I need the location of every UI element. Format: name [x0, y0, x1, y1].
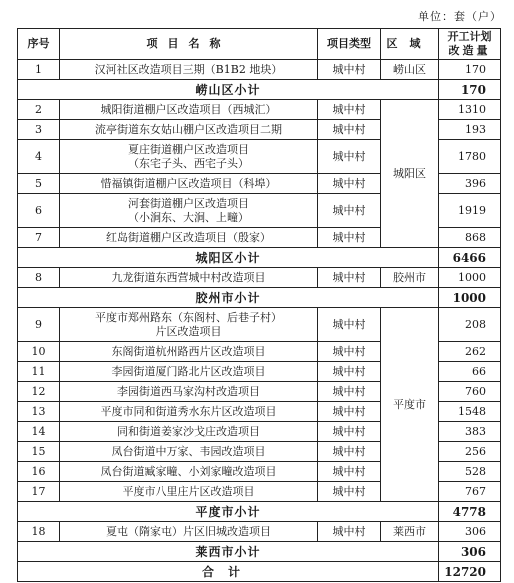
table-row: [18, 268, 501, 288]
project-name-line: 东阁街道杭州路西片区改造项目: [111, 344, 266, 358]
row-project-type: 城中村: [318, 462, 381, 482]
row-plan-count: 262: [439, 342, 501, 362]
row-project-name: [60, 402, 318, 422]
total-row: [18, 562, 501, 582]
project-name-line: 九龙街道东西营城中村改造项目: [111, 270, 266, 284]
project-name-line: 夏庄街道棚户区改造项目: [128, 142, 249, 156]
subtotal-label: 胶州市小计: [18, 288, 439, 308]
project-name-line: 河套街道棚户区改造项目: [128, 196, 249, 210]
row-area: 崂山区: [381, 60, 439, 80]
row-plan-count: 1000: [439, 268, 501, 288]
row-plan-count: 193: [439, 120, 501, 140]
row-project-type: 城中村: [318, 174, 381, 194]
table-body: [18, 60, 501, 582]
project-name-line: 平度市同和街道秀水东片区改造项目: [100, 404, 277, 418]
row-project-type: 城中村: [318, 382, 381, 402]
project-name-line: 流亭街道东女姑山棚户区改造项目二期: [95, 122, 282, 136]
row-project-type: 城中村: [318, 362, 381, 382]
row-project-type: 城中村: [318, 194, 381, 228]
row-project-type: 城中村: [318, 342, 381, 362]
project-name-line: 红岛街道棚户区改造项目（殷家）: [106, 230, 271, 244]
row-plan-count: 306: [439, 522, 501, 542]
row-project-type: 城中村: [318, 442, 381, 462]
table-row: [18, 100, 501, 120]
row-seq: 8: [18, 268, 60, 288]
total-count: 12720: [439, 562, 501, 582]
row-project-name: [60, 194, 318, 228]
row-plan-count: 396: [439, 174, 501, 194]
unit-label: 单位：套（户）: [418, 10, 502, 23]
row-project-name: [60, 268, 318, 288]
row-plan-count: 383: [439, 422, 501, 442]
row-project-type: 城中村: [318, 422, 381, 442]
row-project-type: 城中村: [318, 100, 381, 120]
row-seq: 12: [18, 382, 60, 402]
row-seq: 10: [18, 342, 60, 362]
row-seq: 11: [18, 362, 60, 382]
header-plan: [439, 29, 501, 60]
subtotal-count: 6466: [439, 248, 501, 268]
project-name-line: 凤台街道中万家、韦园改造项目: [111, 444, 266, 458]
project-name-line: 平度市八里庄片区改造项目: [122, 484, 255, 498]
row-plan-count: 1919: [439, 194, 501, 228]
header-name: 项目名称: [60, 29, 318, 60]
project-name-line: 夏屯（隋家屯）片区旧城改造项目: [106, 524, 271, 538]
subtotal-row: [18, 502, 501, 522]
table-row: [18, 522, 501, 542]
row-seq: 5: [18, 174, 60, 194]
row-seq: 17: [18, 482, 60, 502]
row-project-type: 城中村: [318, 482, 381, 502]
row-plan-count: 868: [439, 228, 501, 248]
header-type: 项目类型: [318, 29, 381, 60]
row-seq: 7: [18, 228, 60, 248]
row-project-type: 城中村: [318, 402, 381, 422]
row-plan-count: 1780: [439, 140, 501, 174]
subtotal-label: 平度市小计: [18, 502, 439, 522]
row-project-name: [60, 422, 318, 442]
row-project-name: [60, 308, 318, 342]
row-project-type: 城中村: [318, 308, 381, 342]
header-plan-line2: 改造量: [448, 44, 491, 57]
row-seq: 15: [18, 442, 60, 462]
table-header-row: [18, 29, 501, 60]
row-project-name: [60, 362, 318, 382]
row-plan-count: 1310: [439, 100, 501, 120]
row-seq: 16: [18, 462, 60, 482]
row-project-type: 城中村: [318, 522, 381, 542]
row-area: 胶州市: [381, 268, 439, 288]
row-plan-count: 760: [439, 382, 501, 402]
project-name-line: 李园街道厦门路北片区改造项目: [111, 364, 266, 378]
project-name-line: 惜福镇街道棚户区改造项目（科埠）: [100, 176, 277, 190]
row-seq: 9: [18, 308, 60, 342]
project-name-line: 汉河社区改造项目三期（B1B2 地块）: [94, 62, 283, 76]
row-plan-count: 767: [439, 482, 501, 502]
row-project-name: [60, 462, 318, 482]
header-seq: 序号: [18, 29, 60, 60]
subtotal-count: 306: [439, 542, 501, 562]
project-name-line: 城阳街道棚户区改造项目（西城汇）: [100, 102, 277, 116]
subtotal-row: [18, 542, 501, 562]
project-name-line: 李园街道西马家沟村改造项目: [117, 384, 260, 398]
subtotal-label: 崂山区小计: [18, 80, 439, 100]
row-seq: 4: [18, 140, 60, 174]
row-area: 平度市: [381, 308, 439, 502]
project-table: [17, 28, 501, 582]
row-seq: 13: [18, 402, 60, 422]
row-project-type: 城中村: [318, 140, 381, 174]
subtotal-count: 170: [439, 80, 501, 100]
row-project-type: 城中村: [318, 60, 381, 80]
row-project-type: 城中村: [318, 120, 381, 140]
row-seq: 14: [18, 422, 60, 442]
row-seq: 1: [18, 60, 60, 80]
row-area: 莱西市: [381, 522, 439, 542]
project-name-line: 片区改造项目: [155, 324, 222, 338]
row-plan-count: 208: [439, 308, 501, 342]
table-row: [18, 308, 501, 342]
row-project-type: 城中村: [318, 268, 381, 288]
row-plan-count: 170: [439, 60, 501, 80]
row-project-name: [60, 442, 318, 462]
subtotal-row: [18, 288, 501, 308]
row-project-name: [60, 60, 318, 80]
row-project-name: [60, 100, 318, 120]
project-name-line: 凤台街道臧家疃、小刘家疃改造项目: [100, 464, 277, 478]
row-project-name: [60, 120, 318, 140]
total-label: 合计: [18, 562, 439, 582]
subtotal-label: 莱西市小计: [18, 542, 439, 562]
row-project-name: [60, 174, 318, 194]
row-project-name: [60, 522, 318, 542]
row-seq: 3: [18, 120, 60, 140]
row-plan-count: 528: [439, 462, 501, 482]
row-project-name: [60, 342, 318, 362]
project-name-line: （小涧东、大涧、上疃）: [128, 210, 249, 224]
row-project-name: [60, 482, 318, 502]
subtotal-label: 城阳区小计: [18, 248, 439, 268]
row-plan-count: 256: [439, 442, 501, 462]
subtotal-count: 1000: [439, 288, 501, 308]
row-project-name: [60, 382, 318, 402]
row-plan-count: 66: [439, 362, 501, 382]
project-name-line: 平度市郑州路东（东阁村、后巷子村）: [95, 310, 282, 324]
table-row: [18, 60, 501, 80]
row-area: 城阳区: [381, 100, 439, 248]
project-name-line: （东宅子头、西宅子头）: [128, 156, 249, 170]
row-project-name: [60, 140, 318, 174]
row-seq: 6: [18, 194, 60, 228]
subtotal-count: 4778: [439, 502, 501, 522]
header-plan-line1: 开工计划: [447, 30, 492, 43]
row-project-name: [60, 228, 318, 248]
subtotal-row: [18, 248, 501, 268]
header-area: 区域: [381, 29, 439, 60]
row-seq: 2: [18, 100, 60, 120]
row-project-type: 城中村: [318, 228, 381, 248]
project-name-line: 同和街道姜家沙戈庄改造项目: [117, 424, 260, 438]
subtotal-row: [18, 80, 501, 100]
row-seq: 18: [18, 522, 60, 542]
row-plan-count: 1548: [439, 402, 501, 422]
